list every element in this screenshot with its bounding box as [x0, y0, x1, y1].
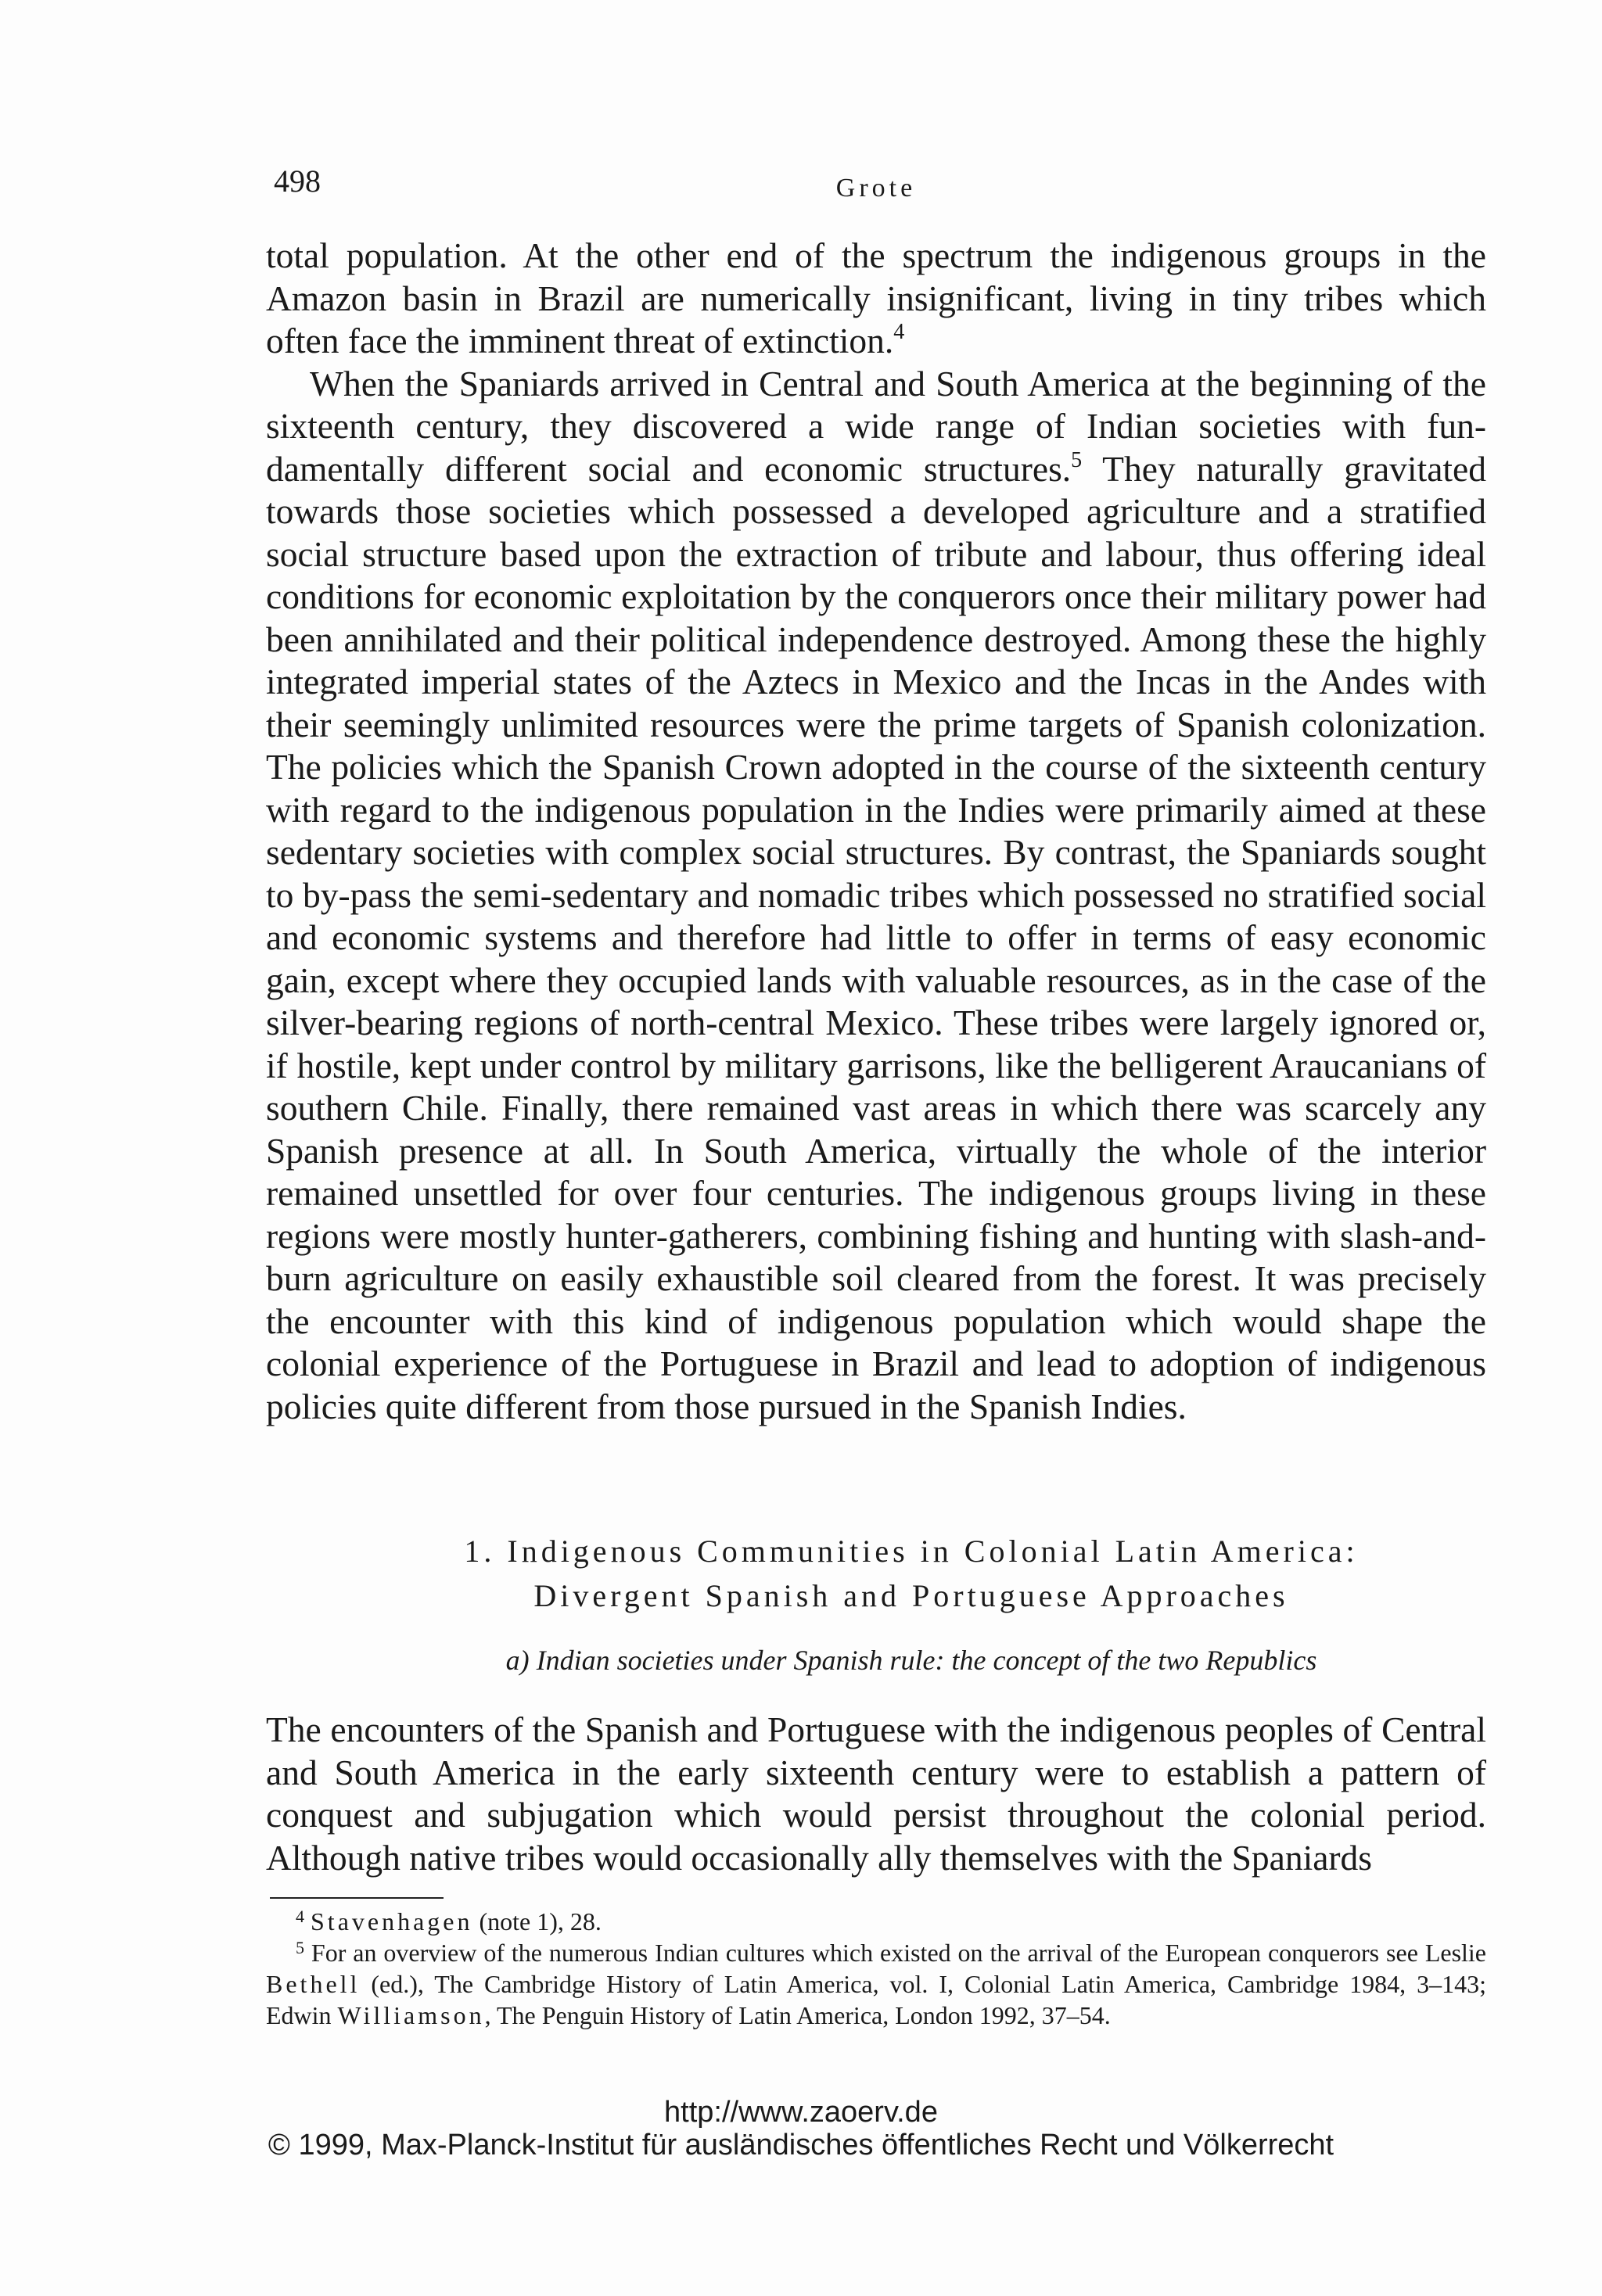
footnote-5	[266, 1937, 1486, 2031]
section-heading	[266, 1529, 1486, 1618]
footnote-marker: 4	[893, 320, 905, 344]
footnote-text: , The Penguin History of Latin America, London 1992, 37–54.	[484, 2001, 1111, 2029]
body-text	[266, 235, 1486, 1428]
body-text-continued	[266, 1709, 1486, 1879]
author-name: Williamson	[337, 2001, 485, 2029]
section-heading-line: 1. Indigenous Communities in Colonial Latin America:	[464, 1534, 1359, 1569]
footnote-text: (note 1), 28.	[472, 1907, 602, 1935]
running-head	[274, 163, 1478, 210]
paragraph-continuation	[266, 235, 1486, 363]
footnote-text: (ed.), The Cambridge History of Latin America, vol. I, Colonial Latin America, Cambridge 1984, 3–143; Edwin	[266, 1970, 1486, 2029]
running-title: Grote	[835, 174, 917, 203]
footnote-number: 4	[296, 1907, 304, 1926]
section-heading-line: Divergent Spanish and Portuguese Approaches	[533, 1578, 1289, 1613]
copyright-notice: © 1999, Max-Planck-Institut für ausländisches öffentliches Recht und Völkerrecht	[268, 2129, 1334, 2161]
paragraph-text: When the Spaniards arrived in Central and South America at the beginning of the sixteenth century, they discovered a wide range of Indian societies with fundamentally different social and economic structures.	[266, 363, 1486, 489]
footnotes	[266, 1906, 1486, 2031]
footnote-number: 5	[296, 1938, 304, 1957]
subsection-heading	[266, 1644, 1486, 1677]
subsection-title: a) Indian societies under Spanish rule: the concept of the two Republics	[505, 1645, 1317, 1676]
author-name: Bethell	[266, 1970, 361, 1998]
page-number: 498	[274, 163, 321, 199]
footnote-marker: 5	[1071, 447, 1083, 472]
author-name: Stavenhagen	[311, 1907, 473, 1935]
paragraph-text: total population. At the other end of the spectrum the indigenous groups in the Amazon basin in Brazil are numerically insignificant, living in tiny tribes which often face the imminent threat of extinction.	[266, 235, 1486, 361]
paragraph: The encounters of the Spanish and Portuguese with the indigenous peoples of Central and South America in the early sixteenth century were to establish a pattern of conquest and subjugation which would persist throughout the colonial period. Although native tribes would occasionally ally themselves with the Spaniards	[266, 1709, 1486, 1878]
footnote-4	[266, 1906, 1486, 1937]
paragraph	[266, 363, 1486, 1429]
source-url: http://www.zaoerv.de	[664, 2096, 938, 2129]
footnote-divider	[270, 1897, 444, 1899]
footnote-text: For an overview of the numerous Indian cultures which existed on the arrival of the European conquerors see Leslie	[304, 1939, 1486, 1967]
paragraph-text: They naturally gravitated towards those societies which possessed a developed agriculture and a stratified social structure based upon the extraction of tribute and labour, thus offering ideal conditions for economic exploitation by the conquerors once their military power had been annihilated and their political independence destroyed. Among these the highly integrated imperial states of the Aztecs in Mexico and the Incas in the Andes with their seemingly unlimited resources were the prime targets of Spanish colonization. The policies which the Spanish Crown adopted in the course of the sixteenth century with regard to the indigenous population in the Indies were primarily aimed at these sedentary societies with complex social structures. By contrast, the Spaniards sought to by-pass the semi-sedentary and nomadic tribes which possessed no stratified social and economic systems and therefore had little to offer in terms of easy economic gain, except where they occupied lands with valuable resources, as in the case of the silver-bearing regions of north-central Mexico. These tribes were largely ignored or, if hostile, kept under control by military garrisons, like the belligerent Araucanians of southern Chile. Finally, there remained vast areas in which there was scarcely any Spanish presence at all. In South America, virtually the whole of the interior remained unsettled for over four centuries. The indigenous groups living in these regions were mostly hunter-gatherers, combining fishing and hunting with slash-and-burn agriculture on easily exhaustible soil cleared from the forest. It was precisely the encounter with this kind of indigenous population which would shape the colonial experience of the Portuguese in Brazil and lead to adoption of indigenous policies quite different from those pursued in the Spanish Indies.	[266, 448, 1486, 1426]
